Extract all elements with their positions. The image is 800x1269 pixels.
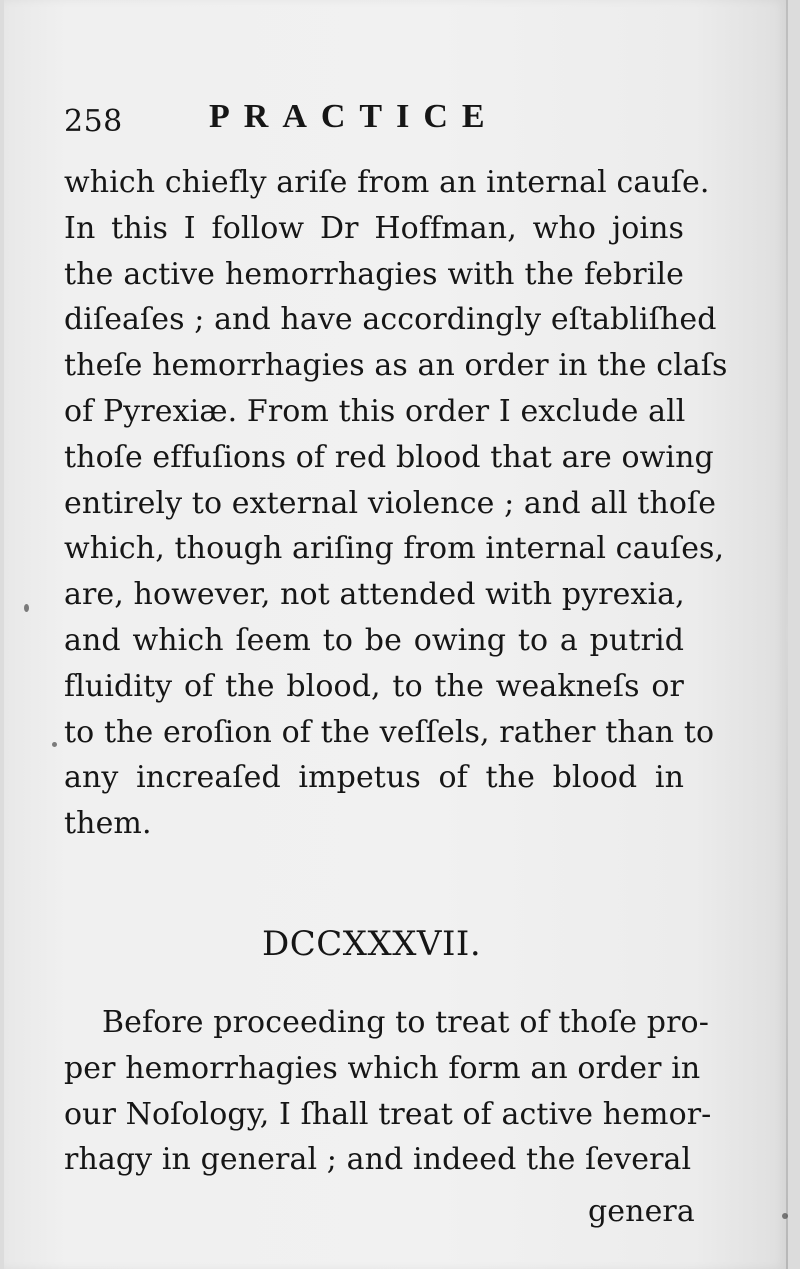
page-header (64, 98, 674, 142)
page-mark (782, 1213, 788, 1219)
text-line: Before proceeding to treat of thoſe pro- (102, 1005, 709, 1040)
catchword: genera (588, 1194, 695, 1229)
text-line: theſe hemorrhagies as an order in the claſs (64, 348, 728, 384)
text-line: which, though ariſing from internal cauſes, (64, 531, 725, 567)
page-mark (24, 604, 29, 612)
text-line: diſeaſes ; and have accordingly eſtabliſhed (64, 302, 717, 338)
page-mark (52, 742, 57, 747)
text-line: per hemorrhagies which form an order in (64, 1050, 701, 1086)
running-head: PRACTICE (209, 98, 499, 135)
page-number: 258 (64, 104, 123, 139)
text-line: them. (64, 806, 152, 842)
text-line: the active hemorrhagies with the febrile (64, 256, 684, 292)
text-line: rhagy in general ; and indeed the ſeveral (64, 1142, 692, 1178)
text-line: entirely to external violence ; and all thoſe (64, 485, 717, 521)
page-edge-shadow (786, 0, 788, 1269)
section-heading: DCCXXXVII. (262, 924, 482, 964)
text-line: our Noſology, I ſhall treat of active hemor- (64, 1096, 712, 1132)
text-line: fluidity of the blood, to the weakneſs or (64, 668, 684, 704)
text-line: thoſe effuſions of red blood that are owing (64, 439, 714, 475)
text-line: to the eroſion of the veſſels, rather than to (64, 714, 715, 750)
second-paragraph (64, 1000, 712, 1183)
text-line: and which ſeem to be owing to a putrid (64, 622, 684, 658)
main-paragraph (64, 160, 728, 847)
book-page (4, 0, 788, 1269)
text-line: which chiefly ariſe from an internal cauſe. (64, 165, 710, 200)
text-line: In this I follow Dr Hoffman, who joins (64, 210, 684, 246)
text-line: are, however, not attended with pyrexia, (64, 577, 685, 613)
text-line: any increaſed impetus of the blood in (64, 760, 684, 796)
text-line: of Pyrexiæ. From this order I exclude all (64, 393, 686, 429)
